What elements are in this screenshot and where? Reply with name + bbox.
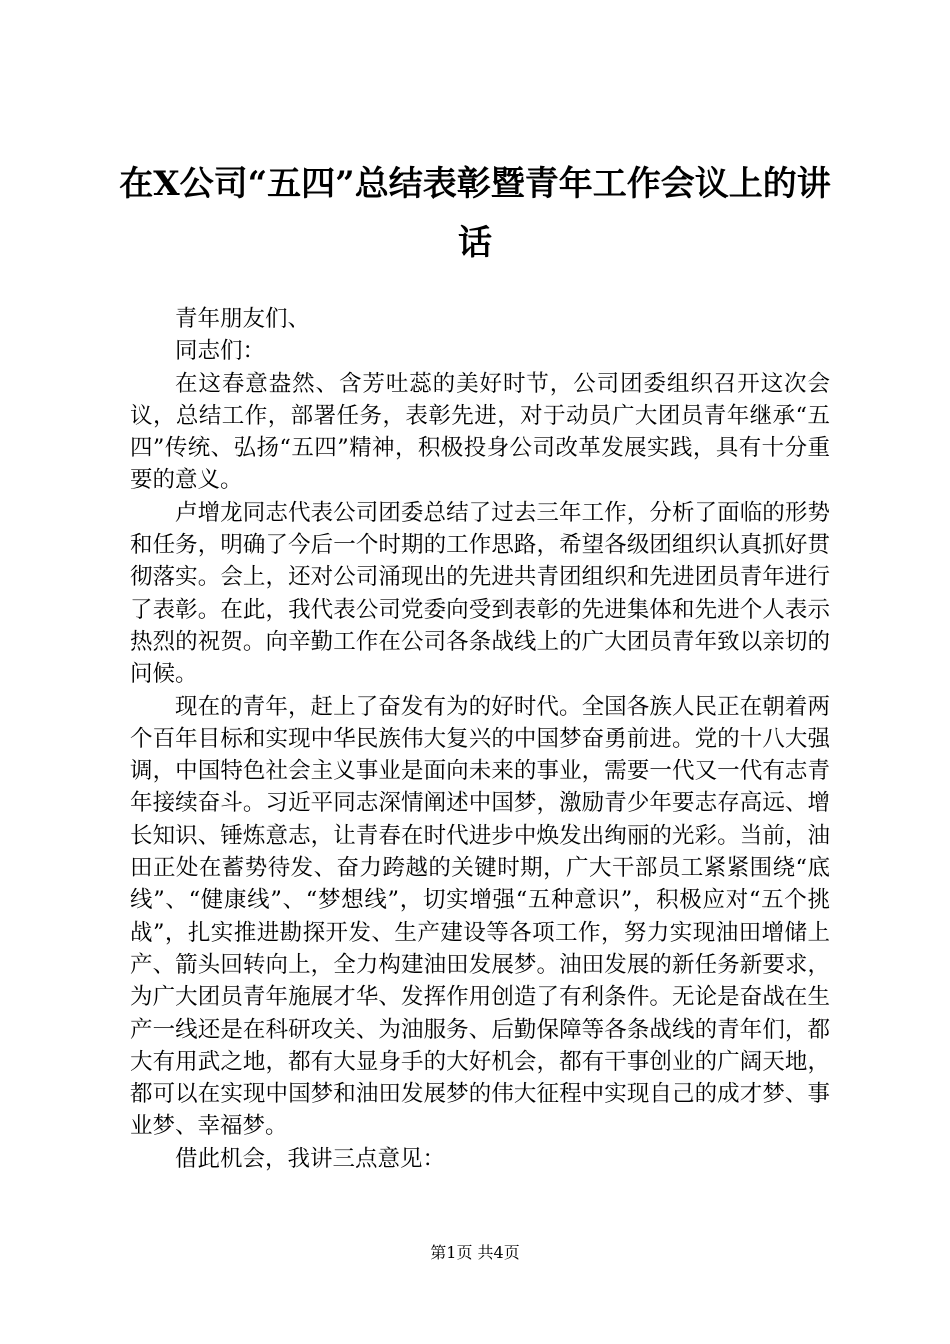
body-paragraph: 在这春意盎然、含芳吐蕊的美好时节，公司团委组织召开这次会议，总结工作，部署任务，表彰先进，对于动员广大团员青年继承“五四”传统、弘扬“五四”精神，积极投身公司改革发展实践，具有十分重要的意义。 (130, 370, 830, 494)
document-title: 在X公司“五四”总结表彰暨青年工作会议上的讲话 (119, 164, 831, 263)
document-body (130, 303, 830, 1175)
salutation-line: 青年朋友们、 (175, 306, 311, 332)
page-footer: 第1页 共4页 (430, 1243, 520, 1262)
body-paragraph: 借此机会，我讲三点意见： (175, 1145, 446, 1172)
salutation-line: 同志们： (175, 338, 266, 365)
body-paragraph: 卢增龙同志代表公司团委总结了过去三年工作，分析了面临的形势和任务，明确了今后一个时期的工作思路，希望各级团组织认真抓好贯彻落实。会上，还对公司涌现出的先进共青团组织和先进团员青年进行了表彰。在此，我代表公司党委向受到表彰的先进集体和先进个人表示热烈的祝贺。向辛勤工作在公司各条战线上的广大团员青年致以亲切的问候。 (130, 499, 830, 688)
body-paragraph: 现在的青年，赶上了奋发有为的好时代。全国各族人民正在朝着两个百年目标和实现中华民族伟大复兴的中国梦奋勇前进。党的十八大强调，中国特色社会主义事业是面向未来的事业，需要一代又一代有志青年接续奋斗。习近平同志深情阐述中国梦，激励青少年要志存高远、增长知识、锤炼意志，让青春在时代进步中焕发出绚丽的光彩。当前，油田正处在蓄势待发、奋力跨越的关键时期，广大干部员工紧紧围绕“底线”、“健康线”、“梦想线”，切实增强“五种意识”，积极应对“五个挑战”，扎实推进勘探开发、生产建设等各项工作，努力实现油田增储上产、箭头回转向上，全力构建油田发展梦。油田发展的新任务新要求，为广大团员青年施展才华、发挥作用创造了有利条件。无论是奋战在生产一线还是在科研攻关、为油服务、后勤保障等各条战线的青年们，都大有用武之地，都有大显身手的大好机会，都有干事创业的广阔天地，都可以在实现中国梦和油田发展梦的伟大征程中实现自己的成才梦、事业梦、幸福梦。 (130, 693, 830, 1140)
